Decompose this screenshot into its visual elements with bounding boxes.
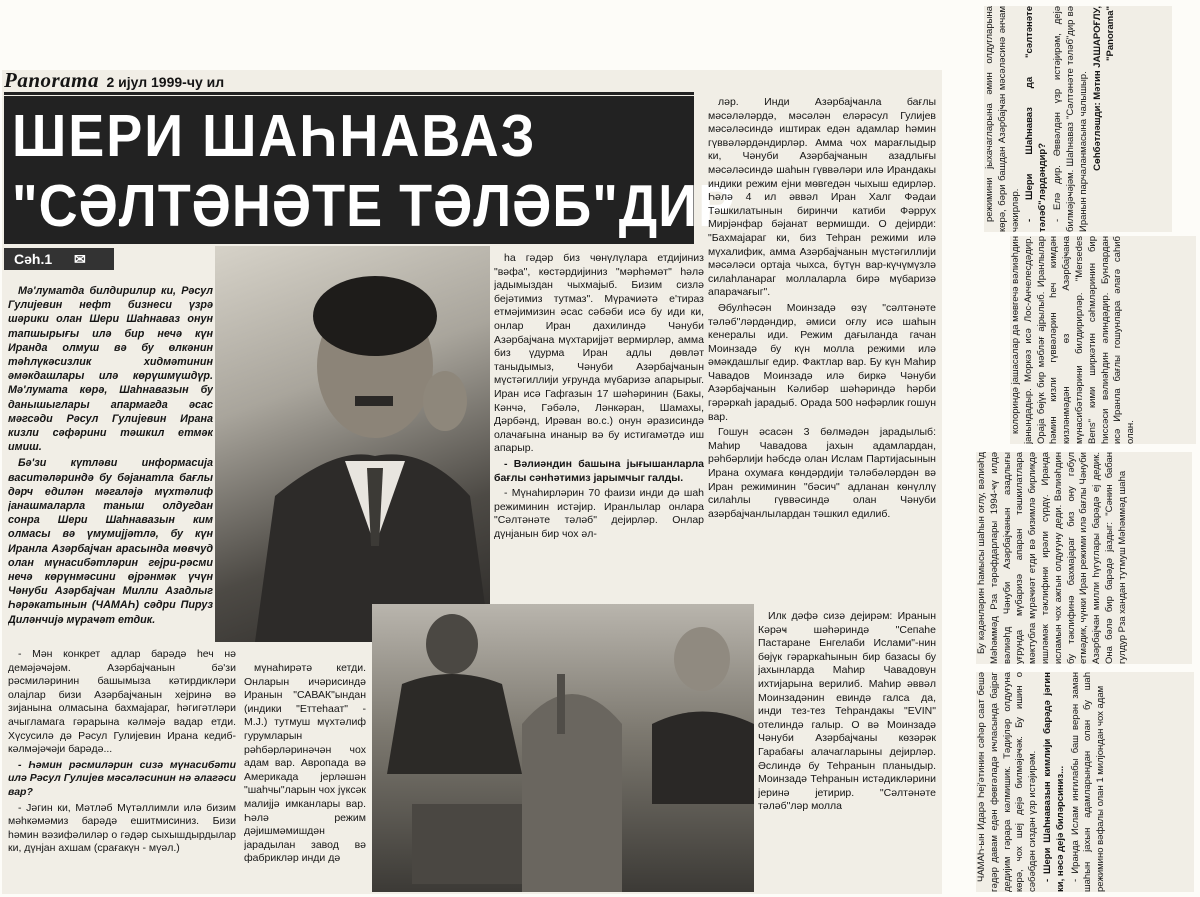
group-photo xyxy=(372,604,754,892)
side1-answer: - Елә дир. Әввәлдән үзр истәјирәм, дејә билмәјәҹәјәм. Шаһнаваз "Сәлтәнәте тәләб"дир вә Иранын парчаланмасына чалышыр. xyxy=(1051,6,1089,232)
col1-answer: - Јәгин ки, Мәтләб Мүтәллимли илә бизим мәһкәмәмиз барәдә ешитмисиниз. Бизи һәмин вәзифәлиләр о гәдәр сыхышдырдылар ки, дүнјан ахшам (срағакүн - мүәл.) xyxy=(8,801,236,855)
column-2-lower xyxy=(244,662,366,890)
column-3 xyxy=(708,96,936,606)
headline-box xyxy=(4,96,736,244)
masthead xyxy=(4,68,374,92)
side3-paragraph: Бу кәдәнләрин һамысы шаһын оғлу, вәлиәһд Мәһәммәд Рза тәрәфдарлары 1994-ҹү илдә вәлиәһд Чәнуби Азәрбајҹанын азадлығы уғрунда мүбаризә апаран тәшкилатлара мәктубла мүраҹиәт етди вә бизимлә бирликдә ишләмәк тәклифини ирәли сүрдү. Иранда исламын чох ажгын олдуғуну деди. Вәлиәһдин бу тәклифинә бахмајараг биз ону гәбул етмәдик, чүнки Иран режими илә бағлы Чәнуби Азәрбајҹан милли һүгуглары барәдә еј дедик. Она бәлә бир барәдә јаздыг: "Сәнин бабан гулдур Рза хандан тутмуш Мәһәммәд шаһа xyxy=(976,452,1128,664)
masthead-date: 2 ијул 1999-чу ил xyxy=(106,74,225,90)
lead-paragraph-1: Мә'луматда билдирилир ки, Рәсул Гулијевин нефт бизнеси үзрә шәрики олан Шери Шаһнаваз онун тапшырығы илә бир нечә күн Иранда олмуш вә бу өлкәнин тәһлүкәсизлик хидмәтинин әмәкдашлары илә көрүшмүшдүр. Мә'лумата көрә, Шаһнавазын бу данышыглары апармагда әсас мәгсәди Рәсул Гулијевин Ирана кизли сәфәрини тәшкил етмәк имиш. xyxy=(8,285,213,454)
col3-paragraph-1: ләр. Инди Азәрбајҹанла бағлы мәсәләләрдә, мәсәлән еләрәсул Гулијев мәсәләсиндә иштирак едән адамлар һәмин гүввәләрдәндирләр. Амма чох марағлыдыр ки, Чәнуби Азәрбајҹанын азадлығы мәсәләсиндә шаһын гүввәләри илә Ирандакы индики режим ејни мөвгедән чыхыш едирләр. Һәлә 4 ил әввәл Иран Халг Фәдаи Тәшкилатынын биринчи катиби Фәррух Мирјәнфар бәјанат вермишди. О дејирди: "Бахмајараг ки, биз Теһран режими илә мүхалифик, амма Азәрбајҹанын мүстәгиллији мәсәләси ортаја чыхса, бүтүн вар-күчүмүзлә силаһланараг моллаларла бирә мүбаризә апараҹағыг". xyxy=(708,96,936,299)
masthead-rule xyxy=(4,92,694,95)
page-tag-label: Сәһ.1 xyxy=(14,251,53,267)
paper-icon: ✉ xyxy=(74,251,86,267)
col1-paragraph: - Мән конкрет адлар барәдә һеч нә демәјәҹәјәм. Азәрбајҹанын бә'зи рәсмиләринин башымыза кәтирдикләри олајлар бизи Азәрбајҹанын хејринә вә зијанына олмасына бахмајараг, һәгигәтләри ачыгламага гәрарына кәлмәјә вадар етди. Хүсусилә дә Рәсул Гулијевин Ирана кедиб-кәлмәјәҹәји барәдә... xyxy=(8,648,236,756)
side-clipping-1-text xyxy=(984,6,1172,232)
portrait-figure xyxy=(215,246,490,642)
side1-byline: Сөһбәтләшди: Мәтин ЈАШАРОҒЛУ, "Panorama" xyxy=(1092,6,1117,171)
col2-question: - Вәлиәндин башына јығышанларла бағлы сәнһәтимиз јарымчыг галды. xyxy=(494,457,704,484)
col1-question: - Һәмин рәсмиләрин сизә мүнасибәти илә Рәсул Гулијев мәсәләсинин нә әлагәси вар? xyxy=(8,758,236,798)
side-clipping-1 xyxy=(984,6,1172,232)
headline-line1: ШЕРИ ШАҺНАВАЗ xyxy=(12,103,537,170)
col2-answer: - Мүнаһирләрин 70 фаизи инди дә шаһ режиминин истәјир. Иранлылар онлара "Сәлтәнәте тәләб" дејирләр. Онлар дүнјанын бир чох әл- xyxy=(494,487,704,540)
headline-line2: "СӘЛТӘНӘТЕ ТӘЛӘБ"ДИР xyxy=(12,173,736,240)
side-clipping-2 xyxy=(1010,236,1196,444)
lead-paragraph-2: Бә'зи күтләви информасија васитәләриндә бу бәјанатла бағлы дәрч едилән мәгаләјә мүхтәлиф јанашмаларла таныш олдугдан сонра Шери Шаһнавазын ким олмасы вә үмумијјәтлә, бу күн Иранла Азәрбајҹан арасында мөвҹуд олан мүнасибәтләрин гејри-рәсми нечә көрүнмәсини өјрәнмәк үчүн Чәнуби Азәрбајҹан Милли Азадлыг Һәрәкатынын (ЧАМАҺ) сәдри Пируз Диләнчијә мүраҹәт етдик. xyxy=(8,457,213,626)
side1-paragraph-1: режимини јыхачагларына әмин олдугларына көрә, бәри башдан Азәрбајҹан мәсәләсинә әнчам чәкирләр. xyxy=(984,6,1021,232)
side4-answer: - Иранда Ислам ингилабы баш верән заман шаһын јахын адамларындан олан бу шаһ режимино вәфалы олан 1 милјондан чох адам xyxy=(1069,672,1107,892)
side4-paragraph-1: ЧАМАҺ-ын Идарә Һеј'әтинин сәһәр саат бешә гәдәр давам едән фөвгәладә иҹласында бајраг дедијим гәрара кәлмишик. Тәдијләр олдуғуна көрә, чох шеј дејә билмәјәҹәк. Бу ишин о сәбәбдән сиздән үзр истәјирәм. xyxy=(976,672,1039,892)
portrait-photo xyxy=(215,246,490,642)
side-clipping-3-text xyxy=(976,452,1192,664)
side-clipping-4-text xyxy=(976,672,1194,892)
col3-paragraph-2: Әбулһәсән Моинзадә өзү "сәлтәнәте тәләб"ләрдәндир, әмиси оғлу исә шаһын кенералы иди. Режим дағыланда гачан Моинзадә бу күн молла режими илә әмәкдашлыг едир. Фактлар вар. Бу күн Маһир Чавадов Моинзадә илә биркә Чәнуби Азәрбајҹанын Кәлибәр шәһәриндә һәрби гәрәркаһ јарадыб. Орада 500 нәфәрлик гошун вар. xyxy=(708,301,936,423)
side-clipping-3 xyxy=(976,452,1192,664)
side-clipping-4 xyxy=(976,672,1194,892)
side4-question: - Шери Шаһнавазын кимлији барәдә јәгин ки, нәсә дејә биләрсиниз... xyxy=(1041,672,1066,892)
col3-lower-paragraph: Илк дәфә сизә дејирәм: Иранын Кәрәҹ шәһәриндә "Сепаһе Пастаране Енгелаби Ислами"-нин бөјүк гәраркаһынын бир базасы бу јахынларда Маһир Чавадовун ихтијарына верилиб. Маһир әввәл Моинзадәнин евиндә галса да, инди тез-тез Теһрандакы "EVIN" отелиндә галыр. О вә Моинзадә Чәнуби Азәрбајҹаны көзәрәк Гарабағы алачагларыны дејирләр. Әслиндә бу Теһранын планыдыр. Моинзадә Теһранын истәдикләрини јеринә јетирир. "Сәлтәнәте тәләб"ләр молла xyxy=(758,610,936,813)
column-3-lower xyxy=(758,610,936,892)
side2-paragraph: колориндә јашасалар да мөвгечә вәлиәһдин јанындадыр. Моркәз исә Лос-Анчелесдәдир. Ораја бөјүк бир мәбләғ ајрылыб. Иранлылар һәмин кизли гүввәләрин һеч кимдән кизләнмәдән өз Азәрбајҹана мүнасибәтләрини билдирирләр. "Mersedes Bens" кими ширкәтин сәһмләринин бир һиссәси вәлиәһдин әлиндәдир. Бунлардан исә Иранла бағлы гошунлара әлагә саһиб олан. xyxy=(1010,236,1137,444)
group-photo-figures xyxy=(372,604,754,892)
col2-paragraph: һа гәдәр биз чөнүлүлара етдијиниз "вәфа", көстәрдијиниз "мәрһәмәт" һәлә јадымыздан чыхмајыб. Бизим сизлә бејәтимиз тутмаз". Мүраҹиәтә е'тираз етмәјимизин әсас сәбәби исә бу иди ки, онлар Иран дахилиндә Чәнуби Азәрбајҹана мүхтаријјәт вермирләр, амма биз үдурма Иран адлы дөвләт таныдымыз, Чәнуби Азәрбајҹанын мүстәгиллији уғрунда мүбаризә апарырыг. Иран исә Гафгазын 17 шәһәринин (Бакы, Кәнчә, Гәбәлә, Ләнкәран, Шамахы, Дәрбәнд, Ирәван во.с.) онун әразисиндә олачағына инаныр вә бу истигамәтдә иш апарыр. xyxy=(494,252,704,455)
masthead-brand: Panorama xyxy=(4,68,100,92)
lead-paragraph xyxy=(8,284,213,652)
col3-paragraph-3: Гошун әсасән 3 бөлмәдән јарадылыб: Маһир Чавадова јахын адамлардан, рәһбәрлији һәбсдә олан Ислам Партијасынын Ирана охумаға көндәрдији тәләбәләрдән вә Иран режиминин "бәсич" адланан көнүллү силаһлы гүввәсиндә олан Чәнуби азәрбајҹанлылардан тәшкил едилиб. xyxy=(708,426,936,520)
side-clipping-2-text xyxy=(1010,236,1196,444)
col2-lower-paragraph: мүнаһирәтә кетди. Онларын ичәрисиндә Иранын "САВАК"ындан (индики "Еттеhаат" - М.Ј.) тутмуш мүхтәлиф гурумларын рәһбәрләринәчән чох адам вар. Авропада вә Америкада јерләшән "шаһчы"ларын чох јүксәк малијјә имканлары вар. Һәлә режим дәјишмәмишдән јарадылан завод вә фабрикләр инди дә xyxy=(244,662,366,865)
page-tag xyxy=(4,248,114,270)
side1-question: - Шери Шаһнаваз да "сәлтәнәте тәләб"ләрдәндир? xyxy=(1024,6,1049,232)
column-2-mid xyxy=(494,252,704,644)
column-1-lower xyxy=(8,648,236,888)
